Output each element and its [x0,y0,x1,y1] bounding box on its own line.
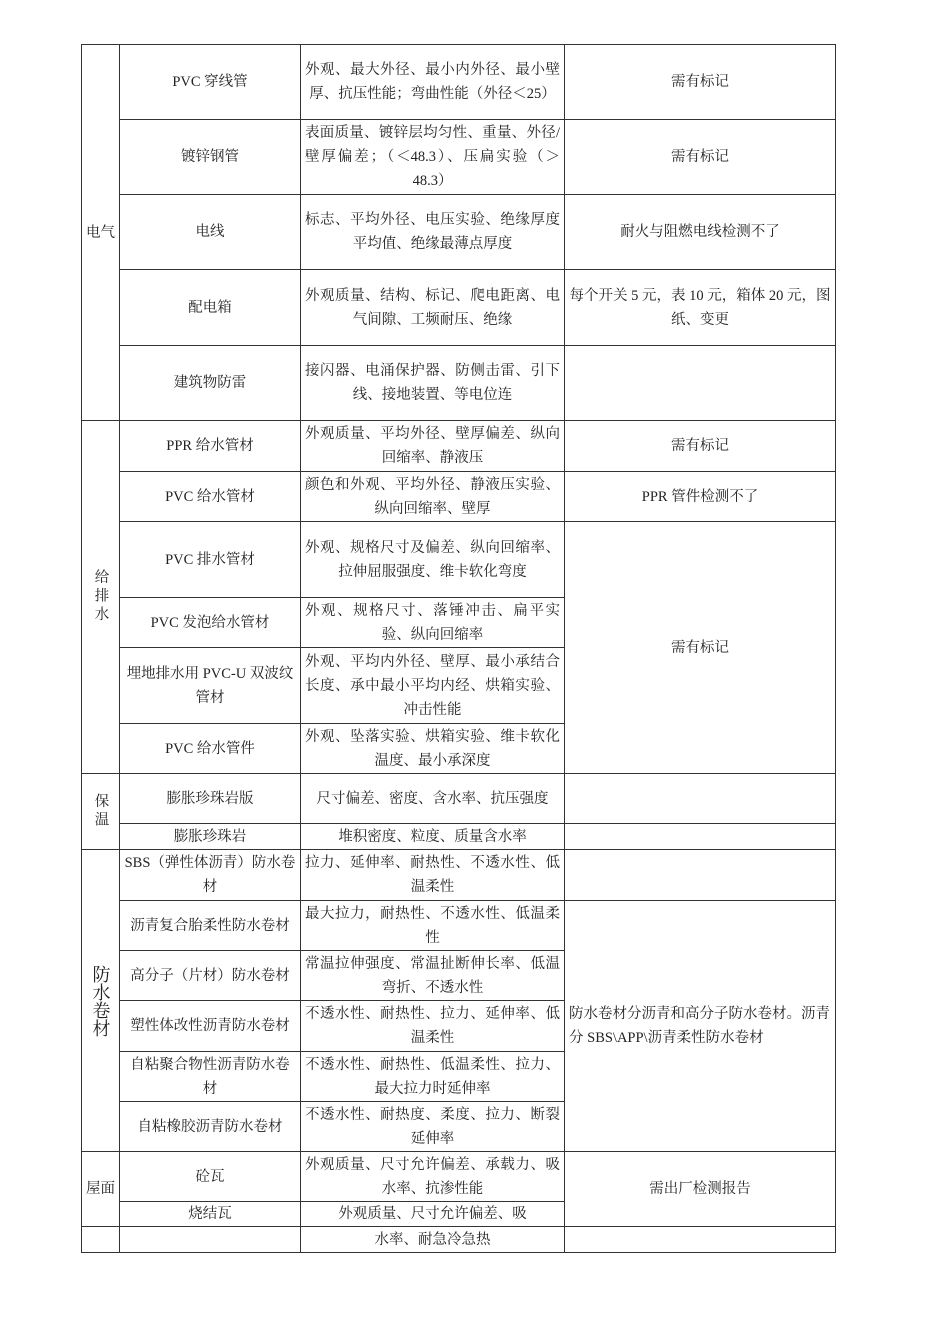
table-row [82,45,836,120]
table-row [82,195,836,270]
item-name: 砼瓦 [120,1152,301,1202]
remark: 每个开关 5 元，表 10 元，箱体 20 元，图纸、变更 [565,270,836,346]
item-name: SBS（弹性体沥青）防水卷材 [120,850,301,901]
remark: 需有标记 [565,421,836,472]
table-row [82,472,836,522]
test-items: 拉力、延伸率、耐热性、不透水性、低温柔性 [301,850,565,901]
inspection-table [81,44,836,1253]
test-items: 水率、耐急冷急热 [301,1227,565,1253]
category-insulation: 保温 [82,774,120,850]
category-electrical: 电气 [82,45,120,421]
item-name [120,1227,301,1253]
remark [565,774,836,824]
item-name: 膨胀珍珠岩 [120,824,301,850]
category-roofing: 屋面 [82,1152,120,1227]
category-water-supply-drainage: 给排水 [82,421,120,774]
test-items: 外观质量、尺寸允许偏差、吸 [301,1202,565,1227]
test-items: 外观、规格尺寸及偏差、纵向回缩率、拉伸屈服强度、维卡软化弯度 [301,522,565,598]
item-name: 配电箱 [120,270,301,346]
category-waterproof-membrane: 防水卷材 [82,850,120,1152]
remark: PPR 管件检测不了 [565,472,836,522]
test-items: 堆积密度、粒度、质量含水率 [301,824,565,850]
item-name: PVC 发泡给水管材 [120,598,301,648]
remark: 耐火与阻燃电线检测不了 [565,195,836,270]
table-row [82,1227,836,1253]
test-items: 外观质量、平均外径、壁厚偏差、纵向回缩率、静液压 [301,421,565,472]
test-items: 外观、规格尺寸、落锤冲击、扁平实验、纵向回缩率 [301,598,565,648]
test-items: 常温拉伸强度、常温扯断伸长率、低温弯折、不透水性 [301,951,565,1001]
item-name: PVC 给水管材 [120,472,301,522]
table-row [82,824,836,850]
test-items: 不透水性、耐热性、拉力、延伸率、低温柔性 [301,1001,565,1052]
item-name: PVC 排水管材 [120,522,301,598]
remark [565,824,836,850]
test-items: 颜色和外观、平均外径、静液压实验、纵向回缩率、壁厚 [301,472,565,522]
test-items: 不透水性、耐热性、低温柔性、拉力、最大拉力时延伸率 [301,1052,565,1102]
table-row [82,774,836,824]
item-name: 烧结瓦 [120,1202,301,1227]
item-name: PVC 穿线管 [120,45,301,120]
item-name: 自粘聚合物性沥青防水卷材 [120,1052,301,1102]
item-name: 电线 [120,195,301,270]
remark [565,850,836,901]
test-items: 外观质量、尺寸允许偏差、承载力、吸水率、抗渗性能 [301,1152,565,1202]
test-items: 最大拉力，耐热性、不透水性、低温柔性 [301,901,565,951]
item-name: PPR 给水管材 [120,421,301,472]
item-name: 沥青复合胎柔性防水卷材 [120,901,301,951]
table-row [82,270,836,346]
test-items: 表面质量、镀锌层均匀性、重量、外径/壁厚偏差；（＜48.3）、压扁实验（＞48.3） [301,120,565,195]
table-row [82,850,836,901]
table-row [82,120,836,195]
remark: 需有标记 [565,45,836,120]
table-row [82,1152,836,1202]
item-name: 自粘橡胶沥青防水卷材 [120,1102,301,1152]
test-items: 外观、最大外径、最小内外径、最小壁厚、抗压性能；弯曲性能（外径＜25） [301,45,565,120]
test-items: 外观、平均内外径、壁厚、最小承结合长度、承中最小平均内经、烘箱实验、冲击性能 [301,648,565,724]
table-row [82,522,836,598]
item-name: 塑性体改性沥青防水卷材 [120,1001,301,1052]
table-row [82,346,836,421]
test-items: 外观、坠落实验、烘箱实验、维卡软化温度、最小承深度 [301,724,565,774]
test-items: 尺寸偏差、密度、含水率、抗压强度 [301,774,565,824]
remark: 防水卷材分沥青和高分子防水卷材。沥青分 SBS\APP\沥青柔性防水卷材 [565,901,836,1152]
test-items: 标志、平均外径、电压实验、绝缘厚度平均值、绝缘最薄点厚度 [301,195,565,270]
remark [565,346,836,421]
remark: 需出厂检测报告 [565,1152,836,1227]
test-items: 外观质量、结构、标记、爬电距离、电气间隙、工频耐压、绝缘 [301,270,565,346]
item-name: 高分子（片材）防水卷材 [120,951,301,1001]
test-items: 不透水性、耐热度、柔度、拉力、断裂延伸率 [301,1102,565,1152]
item-name: 镀锌钢管 [120,120,301,195]
remark: 需有标记 [565,120,836,195]
test-items: 接闪器、电涌保护器、防侧击雷、引下线、接地装置、等电位连 [301,346,565,421]
category-continued [82,1227,120,1253]
remark: 需有标记 [565,522,836,774]
table-row [82,901,836,951]
item-name: PVC 给水管件 [120,724,301,774]
item-name: 膨胀珍珠岩版 [120,774,301,824]
item-name: 埋地排水用 PVC-U 双波纹管材 [120,648,301,724]
table-row [82,421,836,472]
remark [565,1227,836,1253]
item-name: 建筑物防雷 [120,346,301,421]
